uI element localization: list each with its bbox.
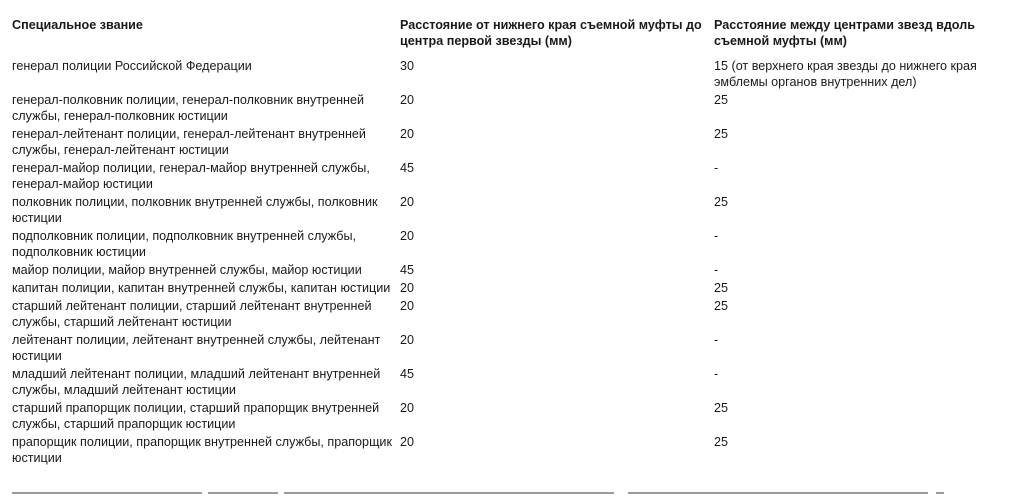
cell-rank: подполковник полиции, подполковник внутренней службы, подполковник юстиции <box>12 229 357 259</box>
table-row <box>0 434 1030 468</box>
table-body <box>0 58 1030 468</box>
cell-distance-between-stars: - <box>714 367 719 381</box>
cell-rank: генерал-полковник полиции, генерал-полковник внутренней службы, генерал-полковник юстиции <box>12 93 365 123</box>
cell-distance-between-stars: - <box>714 263 719 277</box>
cell-rank: майор полиции, майор внутренней службы, майор юстиции <box>12 263 362 277</box>
cell-distance-to-first-star: 20 <box>400 299 415 313</box>
cell-rank: генерал полиции Российской Федерации <box>12 59 252 73</box>
cell-distance-between-stars: - <box>714 333 719 347</box>
cell-distance-to-first-star: 20 <box>400 195 415 209</box>
cell-rank: старший лейтенант полиции, старший лейтенант внутренней службы, старший лейтенант юстиции <box>12 299 372 329</box>
table-row <box>0 332 1030 366</box>
header-rank: Специальное звание <box>12 18 143 32</box>
cell-distance-to-first-star: 45 <box>400 161 415 175</box>
cell-rank: прапорщик полиции, прапорщик внутренней службы, прапорщик юстиции <box>12 435 392 465</box>
cell-rank: полковник полиции, полковник внутренней службы, полковник юстиции <box>12 195 378 225</box>
table-header-row <box>0 0 1030 58</box>
cell-distance-to-first-star: 20 <box>400 229 415 243</box>
cell-distance-to-first-star: 45 <box>400 263 415 277</box>
cell-distance-between-stars: 25 <box>714 93 729 107</box>
cell-rank: генерал-лейтенант полиции, генерал-лейтенант внутренней службы, генерал-лейтенант юстиции <box>12 127 366 157</box>
cell-distance-between-stars: 25 <box>714 127 729 141</box>
cell-rank: капитан полиции, капитан внутренней службы, капитан юстиции <box>12 281 391 295</box>
cell-rank: лейтенант полиции, лейтенант внутренней службы, лейтенант юстиции <box>12 333 381 363</box>
table-row <box>0 194 1030 228</box>
header-distance-between-stars: Расстояние между центрами звезд вдоль съемной муфты (мм) <box>714 18 975 48</box>
cell-distance-between-stars: - <box>714 161 719 175</box>
table-row <box>0 58 1030 92</box>
cell-distance-to-first-star: 20 <box>400 281 415 295</box>
cell-distance-to-first-star: 30 <box>400 59 415 73</box>
cell-distance-to-first-star: 20 <box>400 127 415 141</box>
cell-distance-to-first-star: 20 <box>400 93 415 107</box>
cell-distance-between-stars: 25 <box>714 435 729 449</box>
table-row <box>0 298 1030 332</box>
table-row <box>0 228 1030 262</box>
table-row <box>0 280 1030 298</box>
cell-distance-between-stars: 25 <box>714 299 729 313</box>
cell-distance-to-first-star: 20 <box>400 435 415 449</box>
table-row <box>0 92 1030 126</box>
cell-distance-between-stars: - <box>714 229 719 243</box>
header-distance-to-first-star: Расстояние от нижнего края съемной муфты до центра первой звезды (мм) <box>400 18 702 48</box>
table-row <box>0 126 1030 160</box>
cell-distance-to-first-star: 20 <box>400 333 415 347</box>
cell-rank: генерал-майор полиции, генерал-майор внутренней службы, генерал-майор юстиции <box>12 161 370 191</box>
table-row <box>0 160 1030 194</box>
table-row <box>0 366 1030 400</box>
cut-off-next-paragraph <box>0 492 1030 498</box>
cell-rank: старший прапорщик полиции, старший прапорщик внутренней службы, старший прапорщик юстиции <box>12 401 380 431</box>
table-row <box>0 262 1030 280</box>
cell-distance-between-stars: 15 (от верхнего края звезды до нижнего края эмблемы органов внутренних дел) <box>714 59 977 89</box>
table-row <box>0 400 1030 434</box>
cell-distance-to-first-star: 45 <box>400 367 415 381</box>
cell-distance-between-stars: 25 <box>714 401 729 415</box>
cell-distance-to-first-star: 20 <box>400 401 415 415</box>
cell-distance-between-stars: 25 <box>714 281 729 295</box>
cell-distance-between-stars: 25 <box>714 195 729 209</box>
cell-rank: младший лейтенант полиции, младший лейтенант внутренней службы, младший лейтенант юстиции <box>12 367 381 397</box>
